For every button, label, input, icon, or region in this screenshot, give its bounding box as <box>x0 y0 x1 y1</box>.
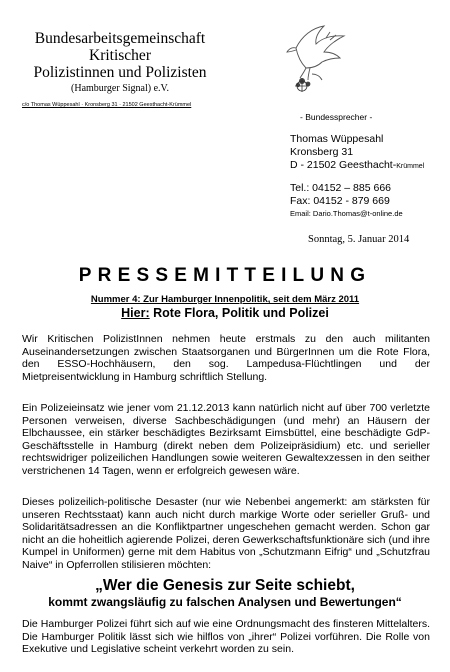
dove-logo-icon <box>282 18 354 92</box>
org-name-line-2: Kritischer <box>89 47 151 64</box>
paragraph-1: Wir Kritischen PolizistInnen nehmen heute erstmals zu den auch militanten Auseinandersetzungen zwischen Staatsorganen und BürgerInnen um die Rote Flora, den ESSO-Hochhäusern, den sog. Lampedusa-Flüchtlingen und der Mietpreisentwicklung in Hamburg schriftlich Stellung. <box>22 333 430 383</box>
contact-tel: Tel.: 04152 – 885 666 <box>290 182 392 194</box>
release-number-line: Nummer 4: Zur Hamburger Innenpolitik, seit dem März 2011 <box>90 294 360 305</box>
paragraph-3: Dieses polizeilich-politische Desaster (nur wie Nebenbei angemerkt: am stärksten für unseren Rechtsstaat) kann auch nicht durch markige Worte oder serieller Gruß- und Solidaritätsadressen an die Konfliktpartner ungeschehen gemacht werden. Schon gar nicht an die hoheitlich agierende Polizei, deren Gewerkschaftsfunktionäre sich (und ihre Kumpel in Uniformen) gerne mit dem Habitus von „Schutzmann Eifrig“ und „Schutzfrau Naive“ in Opferrollen stilisieren möchten: <box>22 496 430 571</box>
press-release-title: PRESSEMITTEILUNG <box>78 265 372 286</box>
org-name-line-3: Polizistinnen und Polizisten <box>33 64 207 81</box>
release-subtitle <box>0 306 450 320</box>
subtitle-prefix: Hier: <box>121 306 150 320</box>
paragraph-2: Ein Polizeieinsatz wie jener vom 21.12.2013 kann natürlich nicht auf über 700 verletzte Personen verweisen, diverse Sachbeschädigungen (und mehr) an Häusern der Elbchaussee, ein stärker beschädigtes Bezirksamt Eimsbüttel, eine beschädigte GdP-Geschäftsstelle in Hamburg (direkt neben dem Polizeipräsidium) etc. und serieller rechtswidriger polizeilichen Handlungen sowie weiteren Gewaltexzessen in den seither verstrichenen 14 Tagen, wenn er erfolgreich gewesen wäre. <box>22 402 430 477</box>
subtitle-text: Rote Flora, Politik und Polizei <box>149 306 329 320</box>
contact-name: Thomas Wüppesahl <box>290 133 384 145</box>
quote-line-1: „Wer die Genesis zur Seite schiebt, <box>95 577 355 594</box>
contact-city <box>290 159 424 174</box>
paragraph-4: Die Hamburger Polizei führt sich auf wie eine Ordnungsmacht des finsteren Mittelalters. Die Hamburger Politik lässt sich wie hilflos von „ihrer“ Polizei vorführen. Die Rolle von Exekutive und Legislative scheint verkehrt worden zu sein. <box>22 618 430 655</box>
quote-line-2: kommt zwangsläufig zu falschen Analysen und Bewertungen“ <box>48 595 402 609</box>
contact-city-suffix: Krümmel <box>396 163 425 170</box>
role-label: - Bundessprecher - <box>300 112 373 122</box>
contact-email: Email: Dario.Thomas@t-online.de <box>290 209 403 218</box>
document-date: Sonntag, 5. Januar 2014 <box>308 234 410 245</box>
org-name-line-4: (Hamburger Signal) e.V. <box>71 83 169 94</box>
contact-city-main: D - 21502 Geesthacht- <box>290 159 397 171</box>
sender-address-line: c/o Thomas Wüppesahl · Kronsberg 31 · 21502 Geesthacht-Krümmel <box>22 102 192 108</box>
contact-street: Kronsberg 31 <box>290 146 354 158</box>
contact-fax: Fax: 04152 - 879 669 <box>290 195 390 207</box>
org-name-line-1: Bundesarbeitsgemeinschaft <box>34 30 206 47</box>
